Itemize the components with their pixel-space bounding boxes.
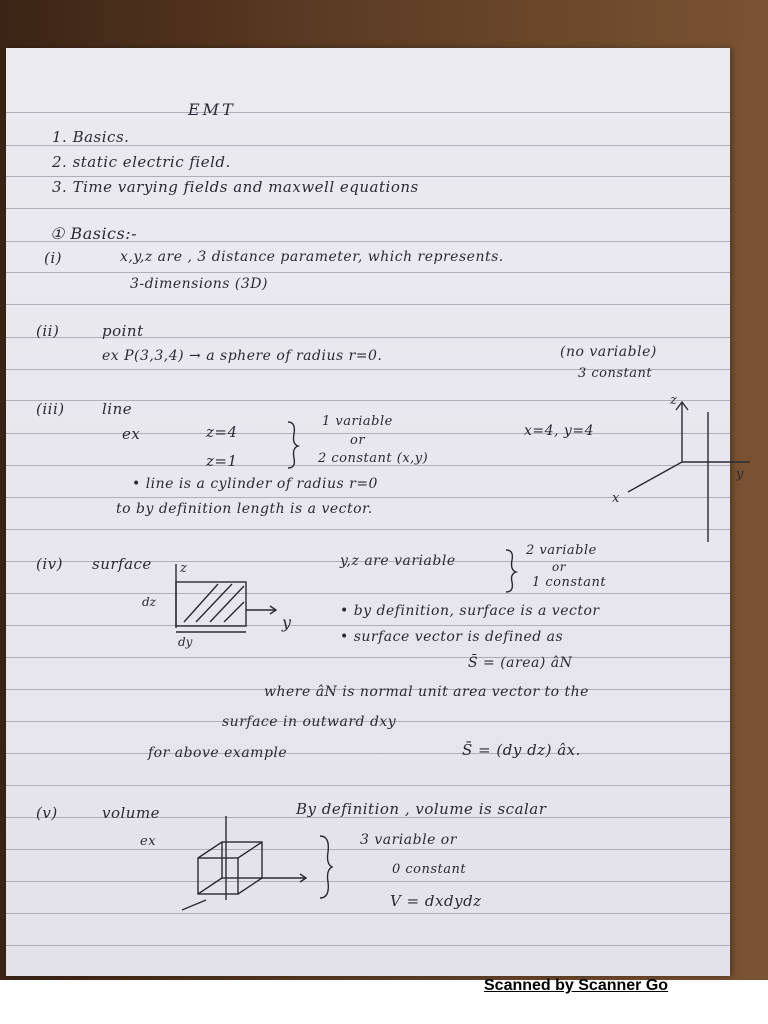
item-v-formula: V = dxdydz [390,892,482,910]
item-iii-eq1: z=4 [206,423,238,441]
item-ii-title: point [102,322,144,340]
item-i-line2: 3-dimensions (3D) [130,276,268,292]
volume-cube-sketch [176,812,326,912]
axes-sketch [600,392,760,552]
item-iv-note2: 1 constant [532,575,607,590]
item-iii-note1: 1 variable [322,414,393,429]
item-iv-bullet1: • by definition, surface is a vector [340,603,600,619]
item-iii-note2: 2 constant (x,y) [318,451,429,466]
item-iv-bullet2: • surface vector is defined as [340,629,564,645]
item-iii-def: to by definition length is a vector. [116,501,373,517]
toc-item-1: 1. Basics. [52,128,130,146]
surface-dy-label: dy [178,635,193,649]
item-i-label: (i) [44,249,63,267]
item-v-note2: 0 constant [392,862,467,877]
item-v-note1: 3 variable or [360,832,457,848]
item-ii-label: (ii) [36,322,60,340]
surface-dz-label: dz [142,595,157,609]
item-v-def: By definition , volume is scalar [296,800,547,818]
notes-title: EMT [188,100,236,119]
item-iii-ex: ex [122,425,141,443]
item-iv-example-formula: S̄ = (dy dz) âx. [462,741,581,759]
item-i-line1: x,y,z are , 3 distance parameter, which represents. [120,249,504,265]
toc-item-3: 3. Time varying fields and maxwell equations [52,178,419,196]
item-ii-note1: (no variable) [560,344,657,360]
line-bracket [286,420,300,470]
item-v-label: (v) [36,804,58,822]
item-iii-label: (iii) [36,400,65,418]
item-v-title: volume [102,804,161,822]
item-iv-title: surface [92,555,152,573]
surface-z-axis-label: z [180,561,187,576]
item-ii-line: ex P(3,3,4) → a sphere of radius r=0. [102,348,383,364]
item-iv-example: for above example [148,745,288,761]
item-iv-vars: y,z are variable [340,553,456,569]
toc-item-2: 2. static electric field. [52,153,231,171]
surface-sketch [140,560,300,650]
item-iv-where2: surface in outward dxy [222,714,397,730]
axis-x-label: x [612,491,620,506]
scanner-footer: Scanned by Scanner Go [484,977,669,994]
item-iii-bullet: • line is a cylinder of radius r=0 [132,476,378,492]
item-iv-formula: S̄ = (area) âN [468,655,573,671]
item-iii-eq2: z=1 [206,452,238,470]
surface-y-axis-label: y [282,613,292,632]
axis-y-label: y [736,467,744,482]
item-iv-note-or: or [552,560,566,574]
item-iv-note1: 2 variable [526,543,597,558]
item-iv-where: where âN is normal unit area vector to the [264,684,589,700]
item-ii-note2: 3 constant [578,366,653,381]
surface-bracket [504,548,518,594]
axis-z-label: z [670,393,677,408]
item-iii-note-or: or [350,433,366,448]
volume-bracket [318,834,334,900]
item-iii-coords: x=4, y=4 [524,423,594,439]
section-heading: ① Basics:- [50,224,138,243]
item-v-ex: ex [140,834,157,849]
item-iv-label: (iv) [36,555,63,573]
item-iii-title: line [102,400,133,418]
